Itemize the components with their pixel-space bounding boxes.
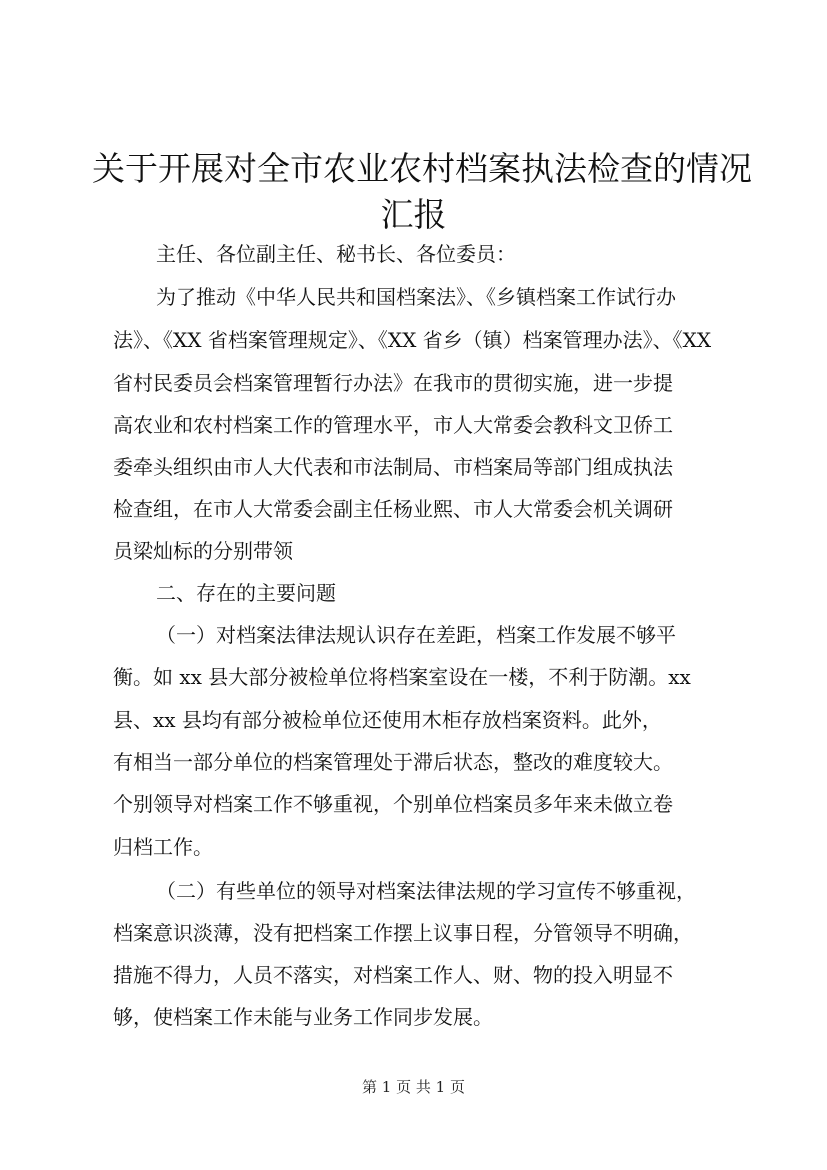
document-title xyxy=(92,146,752,238)
title-line-1: 关于开展对全市农业农村档案执法检查的情况 xyxy=(92,149,752,188)
paragraph-2-line-5: 个别领导对档案工作不够重视，个别单位档案员多年来未做立卷 xyxy=(113,792,673,816)
paragraph-1-line-1: 为了推动《中华人民共和国档案法》、《乡镇档案工作试行办 xyxy=(156,285,676,309)
section-heading: 二、存在的主要问题 xyxy=(156,581,336,605)
paragraph-3-line-3: 措施不得力，人员不落实，对档案工作人、财、物的投入明显不 xyxy=(113,963,673,987)
paragraph-1-line-2: 法》、《XX 省档案管理规定》、《XX 省乡（镇）档案管理办法》、《XX xyxy=(113,328,712,352)
paragraph-2-line-1: （一）对档案法律法规认识存在差距，档案工作发展不够平 xyxy=(156,623,676,647)
paragraph-1-line-3: 省村民委员会档案管理暂行办法》在我市的贯彻实施，进一步提 xyxy=(113,371,673,395)
paragraph-1-line-4: 高农业和农村档案工作的管理水平，市人大常委会教科文卫侨工 xyxy=(113,413,673,437)
paragraph-1-line-6: 检查组，在市人大常委会副主任杨业熙、市人大常委会机关调研 xyxy=(113,497,673,521)
paragraph-3-line-1: （二）有些单位的领导对档案法律法规的学习宣传不够重视， xyxy=(156,879,696,903)
title-line-2: 汇报 xyxy=(380,195,447,234)
paragraph-3-line-2: 档案意识淡薄，没有把档案工作摆上议事日程，分管领导不明确， xyxy=(113,921,693,945)
page-footer: 第 1 页 共 1 页 xyxy=(362,1078,465,1096)
paragraph-1-line-7: 员梁灿标的分别带领 xyxy=(113,539,293,563)
paragraph-2-line-4: 有相当一部分单位的档案管理处于滞后状态，整改的难度较大。 xyxy=(113,750,673,774)
paragraph-3-line-4: 够，使档案工作未能与业务工作同步发展。 xyxy=(113,1005,493,1029)
paragraph-1-line-5: 委牵头组织由市人大代表和市法制局、市档案局等部门组成执法 xyxy=(113,455,673,479)
paragraph-2-line-2: 衡。如 xx 县大部分被检单位将档案室设在一楼，不利于防潮。xx xyxy=(113,665,691,689)
paragraph-2-line-3: 县、xx 县均有部分被检单位还使用木柜存放档案资料。此外， xyxy=(113,708,662,732)
salutation: 主任、各位副主任、秘书长、各位委员： xyxy=(156,242,516,266)
paragraph-2-line-6: 归档工作。 xyxy=(113,835,213,859)
